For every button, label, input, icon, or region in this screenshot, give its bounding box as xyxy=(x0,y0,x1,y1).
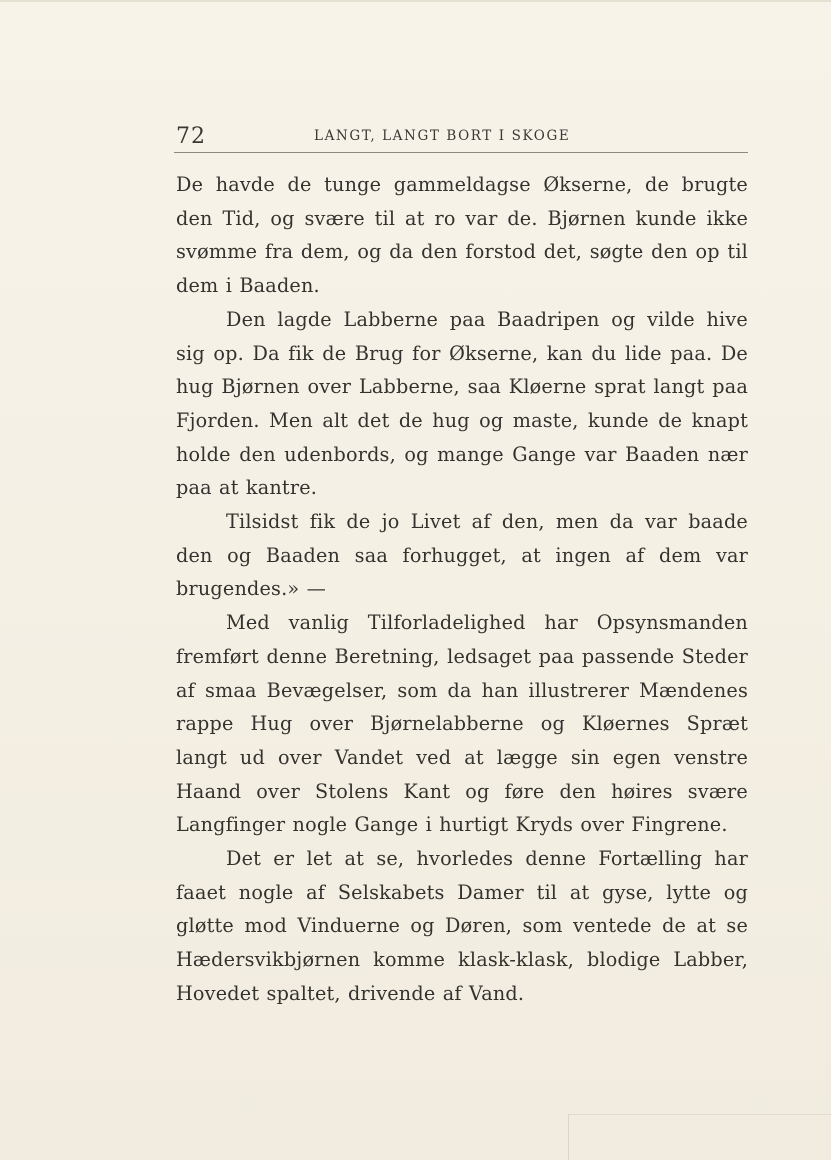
body-text xyxy=(176,168,748,1011)
paragraph-2: Den lagde Labberne paa Baadripen og vilde hive sig op. Da fik de Brug for Økserne, kan du lide paa. De hug Bjørnen over Labberne, saa Kløerne sprat langt paa Fjorden. Men alt det de hug og maste, kunde de knapt holde den udenbords, og mange Gange var Baaden nær paa at kantre. xyxy=(176,307,748,500)
page-header xyxy=(174,118,748,153)
paragraph-4: Med vanlig Tilforladelighed har Opsynsmanden fremført denne Beretning, ledsaget paa passende Steder af smaa Bevægelser, som da han illustrerer Mændenes rappe Hug over Bjørnelabberne og Kløernes Spræt langt ud over Vandet ved at lægge sin egen venstre Haand over Stolens Kant og føre den høires svære Langfinger nogle Gange i hurtigt Kryds over Fingrene. xyxy=(176,611,748,837)
scan-corner-mark xyxy=(568,1114,831,1160)
paragraph-3: Tilsidst fik de jo Livet af den, men da var baade den og Baaden saa forhugget, at ingen af dem var brugendes.» — xyxy=(176,510,748,601)
paragraph-1: De havde de tunge gammeldagse Økserne, de brugte den Tid, og svære til at ro var de. Bjørnen kunde ikke svømme fra dem, og da den forstod det, søgte den op til dem i Baaden. xyxy=(176,173,748,298)
page-top-edge xyxy=(0,0,831,2)
page-number: 72 xyxy=(176,124,206,149)
running-title: LANGT, LANGT BORT I SKOGE xyxy=(314,128,571,144)
paragraph-5: Det er let at se, hvorledes denne Fortælling har faaet nogle af Selskabets Damer til at gyse, lytte og gløtte mod Vinduerne og Døren, som ventede de at se Hædersvikbjørnen komme klask-klask, blodige Labber, Hovedet spaltet, drivende af Vand. xyxy=(176,847,748,1005)
